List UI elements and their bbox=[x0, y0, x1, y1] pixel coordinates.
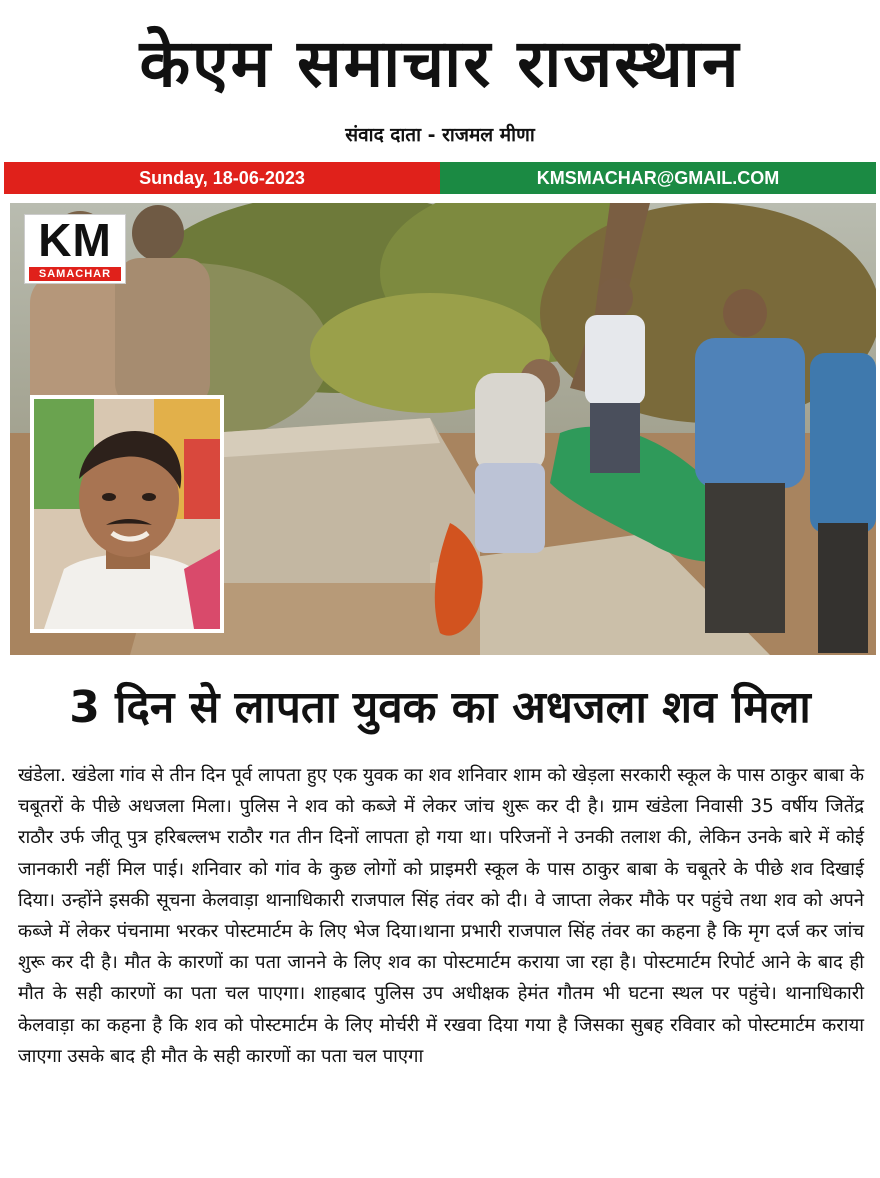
email-label: KMSMACHAR@GMAIL.COM bbox=[440, 162, 876, 194]
article-headline: 3 दिन से लापता युवक का अधजला शव मिला bbox=[69, 682, 811, 733]
logo-sub-text: SAMACHAR bbox=[29, 267, 121, 281]
info-strip bbox=[4, 162, 876, 194]
victim-portrait bbox=[30, 395, 224, 633]
article-body: खंडेला. खंडेला गांव से तीन दिन पूर्व लापता हुए एक युवक का शव शनिवार शाम को खेड़ला सरकारी स्कूल के पास ठाकुर बाबा के चबूतरों के पीछे अधजला मिला। पुलिस ने शव को कब्जे में लेकर जांच शुरू कर दी है। ग्राम खंडेला निवासी 35 वर्षीय जितेंद्र राठौर उर्फ जीतू पुत्र हरिबल्लभ राठौर गत तीन दिनों लापता हो गया था। परिजनों ने उनकी तलाश की, लेकिन उनके बारे में कोई जानकारी नहीं मिल पाई। शनिवार को गांव के कुछ लोगों को प्राइमरी स्कूल के पास ठाकुर बाबा के चबूतरे के पीछे शव दिखाई दिया। उन्होंने इसकी सूचना केलवाड़ा थानाधिकारी राजपाल सिंह तंवर को दी। वे जाप्ता लेकर मौके पर पहुंचे तथा शव को अपने कब्जे में लेकर पंचनामा भरकर पोस्टमार्टम के लिए भेज दिया।थाना प्रभारी राजपाल सिंह तंवर का कहना है कि मृग दर्ज कर जांच शुरू कर दी है। मौत के कारणों का पता जानने के लिए शव का पोस्टमार्टम कराया जा रहा है। पोस्टमार्टम रिपोर्ट आने के बाद ही मौत के सही कारणों का पता चल पाएगा। शाहबाद पुलिस उप अधीक्षक हेमंत गौतम भी घटना स्थल पर पहुंचे। थानाधिकारी केलवाड़ा का कहना है कि शव को पोस्टमार्टम के लिए मोर्चरी में रखवा दिया गया है जिसका सुबह रविवार को पोस्टमार्टम कराया जाएगा उसके बाद ही मौत के सही कारणों का पता चल पाएगा bbox=[18, 765, 864, 1067]
km-samachar-logo bbox=[24, 214, 126, 284]
date-label: Sunday, 18-06-2023 bbox=[4, 162, 440, 194]
reporter-byline: संवाद दाता - राजमल मीणा bbox=[345, 124, 535, 146]
logo-main-text: KM bbox=[38, 214, 112, 266]
masthead-title: केएम समाचार राजस्थान bbox=[139, 25, 741, 102]
